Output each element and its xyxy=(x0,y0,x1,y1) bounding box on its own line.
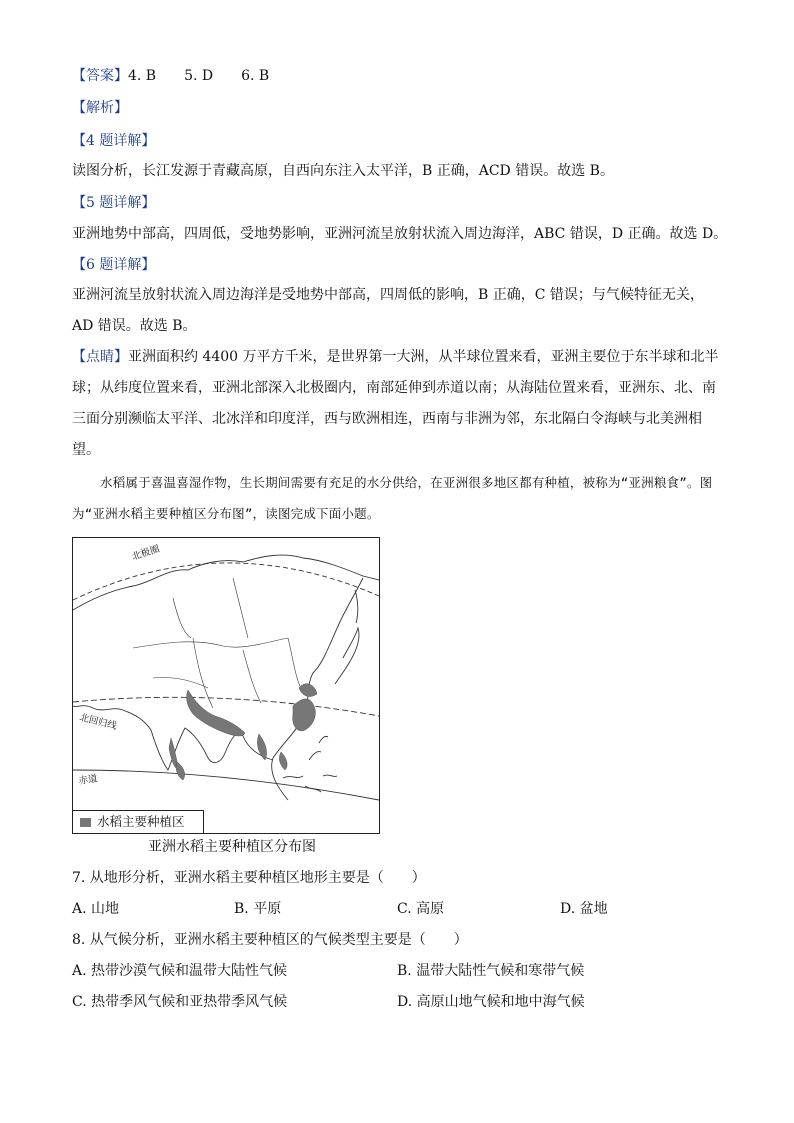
q7-stem: 7. 从地形分析，亚洲水稻主要种植区地形主要是（ ） xyxy=(72,870,426,886)
islands xyxy=(283,736,337,792)
inner-borders xyxy=(133,578,303,708)
intro-paragraph: 水稻属于喜温喜湿作物，生长期间需要有充足的水分供给，在亚洲很多地区都有种植，被称为“亚洲粮食”。图为“亚洲水稻主要种植区分布图”，读图完成下面小题。 xyxy=(72,475,713,521)
rice-area-indo-ganges xyxy=(187,690,245,736)
japan xyxy=(335,628,359,684)
rice-area-china xyxy=(293,699,316,731)
rice-area-china-north xyxy=(299,684,317,697)
equator-line xyxy=(73,770,379,800)
q4-text: 读图分析，长江发源于青藏高原，自西向东注入太平洋，B 正确，ACD 错误。故选 B。 xyxy=(72,163,614,179)
q8-option-b[interactable]: B. 温带大陆性气候和寒带气候 xyxy=(397,963,585,979)
rice-area-india-south xyxy=(176,762,184,780)
q7-option-d[interactable]: D. 盆地 xyxy=(560,901,608,917)
tip-text: 亚洲面积约 4400 万平方千米，是世界第一大洲，从半球位置来看，亚洲主要位于东半球和北半球；从纬度位置来看，亚洲北部深入北极圈内，南部延伸到赤道以南；从海陆位置来看，亚洲东、北、南三面分别濒临太平洋、北冰洋和印度洋，西与欧洲相连，西南与非洲为邻，东北隔白令海峡与北美洲相望。 xyxy=(72,349,719,458)
legend-label: 水稻主要种植区 xyxy=(97,814,185,829)
answer-label: 【答案】 xyxy=(72,68,128,84)
rice-area-indochina xyxy=(257,734,266,760)
label-tropic: 北回归线 xyxy=(78,712,118,733)
q6-text: 亚洲河流呈放射状流入周边海洋是受地势中部高，四周低的影响，B 正确，C 错误；与气候特征无关，AD 错误。故选 B。 xyxy=(72,287,704,334)
q7-option-a[interactable]: A. 山地 xyxy=(72,901,120,917)
label-equator: 赤道 xyxy=(77,773,99,787)
q4-label: 【4 题详解】 xyxy=(72,133,156,149)
analysis-label: 【解析】 xyxy=(72,100,128,116)
q8-stem: 8. 从气候分析，亚洲水稻主要种植区的气候类型主要是（ ） xyxy=(72,932,468,948)
label-arctic: 北极圈 xyxy=(130,543,162,563)
arctic-circle-line xyxy=(73,563,379,600)
legend-swatch xyxy=(80,818,91,827)
q5-text: 亚洲地势中部高，四周低，受地势影响，亚洲河流呈放射状流入周边海洋，ABC 错误，D 正确。故选 D。 xyxy=(72,226,728,242)
tip-label: 【点睛】 xyxy=(72,349,128,365)
q8-option-c[interactable]: C. 热带季风气候和亚热带季风气候 xyxy=(72,994,288,1010)
q7-option-c[interactable]: C. 高原 xyxy=(397,901,445,917)
tropic-line xyxy=(73,697,379,716)
q7-option-b[interactable]: B. 平原 xyxy=(234,901,282,917)
answer-line xyxy=(72,66,269,86)
q5-label: 【5 题详解】 xyxy=(72,195,156,211)
rice-map xyxy=(72,537,380,834)
tip-paragraph xyxy=(72,342,722,466)
q6-label: 【6 题详解】 xyxy=(72,257,156,273)
map-legend xyxy=(73,810,204,833)
map-caption: 亚洲水稻主要种植区分布图 xyxy=(148,839,316,855)
rice-map-svg xyxy=(73,538,379,833)
q8-option-a[interactable]: A. 热带沙漠气候和温带大陆性气候 xyxy=(72,963,288,979)
coastline xyxy=(73,555,379,610)
rice-areas xyxy=(169,684,317,780)
rice-area-vietnam xyxy=(279,752,287,770)
answer-text: 4. B 5. D 6. B xyxy=(128,68,270,84)
q8-option-d[interactable]: D. 高原山地气候和地中海气候 xyxy=(397,994,585,1010)
sakhalin xyxy=(355,590,358,623)
